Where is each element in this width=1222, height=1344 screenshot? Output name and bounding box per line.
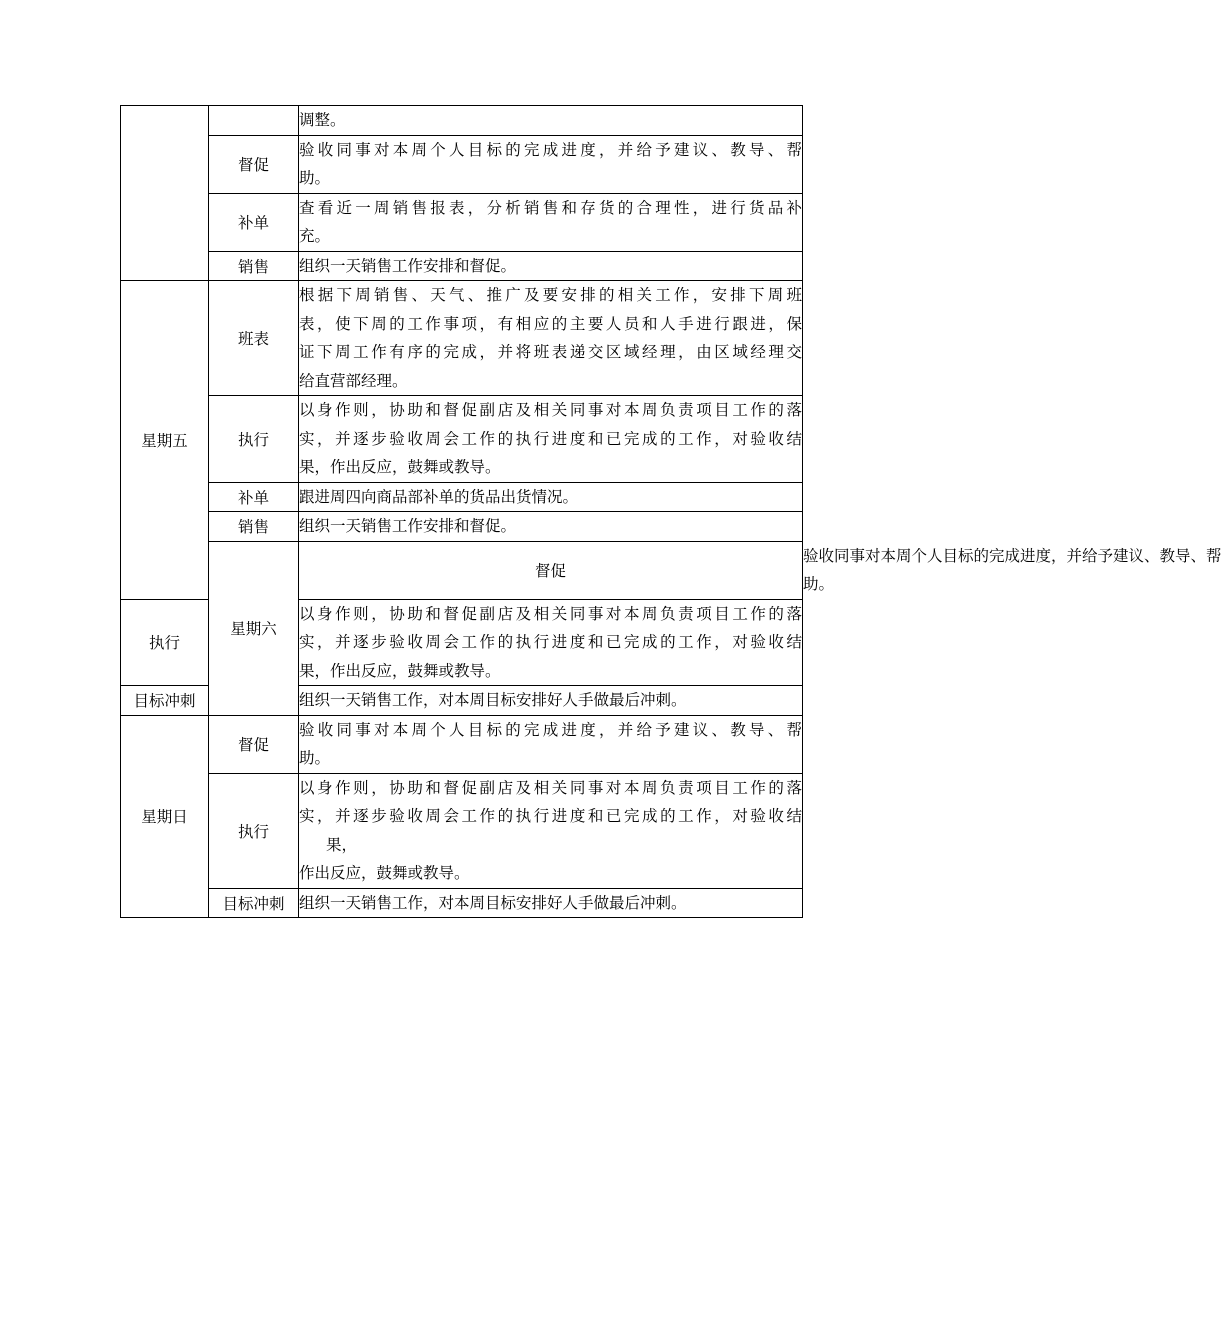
weekday-cell [121, 106, 209, 281]
table-row [121, 482, 803, 512]
weekday-cell: 星期六 [209, 541, 299, 715]
description-line: 组织一天销售工作，对本周目标安排好人手做最后冲刺。 [299, 893, 687, 912]
description-cell [299, 251, 803, 281]
table-row [121, 512, 803, 542]
description-line: 果，作出反应，鼓舞或教导。 [299, 458, 501, 476]
description-cell [299, 686, 803, 716]
description-line: 给直营部经理。 [299, 371, 408, 390]
table-row [121, 773, 803, 888]
description-line: 跟进周四向商品部补单的货品出货情况。 [299, 487, 579, 506]
table-row: 星期六 督促 验收同事对本周个人目标的完成进度，并给予建议、教导、帮 助。 [121, 541, 803, 599]
description-line: 果， [326, 835, 358, 854]
task-cell: 目标冲刺 [121, 686, 209, 716]
weekday-cell: 星期日 [121, 715, 209, 918]
task-cell [209, 106, 299, 136]
description-cell [299, 482, 803, 512]
description-line: 助。 [299, 749, 331, 767]
weekday-cell: 星期五 [121, 281, 209, 600]
description-cell [299, 135, 803, 193]
task-cell: 督促 [209, 715, 299, 773]
description-line: 果，作出反应，鼓舞或教导。 [299, 661, 501, 680]
task-cell: 补单 [209, 193, 299, 251]
table-row [121, 281, 803, 396]
description-line: 实，并逐步验收周会工作的执行进度和已完成的工作，对验收结 [299, 429, 802, 448]
schedule-table-body [121, 106, 1222, 918]
description-line: 证下周工作有序的完成，并将班表递交区域经理，由区域经理交 [299, 343, 802, 361]
task-cell: 督促 [299, 541, 803, 599]
description-line: 表，使下周的工作事项，有相应的主要人员和人手进行跟进，保 [299, 314, 802, 333]
task-cell: 督促 [209, 135, 299, 193]
task-cell: 执行 [209, 773, 299, 888]
table-row [121, 135, 803, 193]
task-cell: 销售 [209, 512, 299, 542]
table-row [121, 193, 803, 251]
description-cell [299, 512, 803, 542]
description-line: 根据下周销售、天气、推广及要安排的相关工作，安排下周班 [299, 286, 802, 304]
task-cell: 班表 [209, 281, 299, 396]
description-line: 作出反应，鼓舞或教导。 [299, 864, 470, 882]
description-line: 助。 [299, 169, 331, 187]
description-cell [299, 281, 803, 396]
table-row [121, 106, 803, 136]
description-cell [299, 106, 803, 136]
description-cell [299, 599, 803, 686]
description-cell [299, 396, 803, 483]
task-cell: 销售 [209, 251, 299, 281]
table-row [121, 715, 803, 773]
description-line: 查看近一周销售报表，分析销售和存货的合理性，进行货品补 [299, 198, 802, 217]
task-cell: 执行 [121, 599, 209, 686]
description-line: 以身作则，协助和督促副店及相关同事对本周负责项目工作的落 [299, 604, 802, 623]
description-line: 以身作则，协助和督促副店及相关同事对本周负责项目工作的落 [299, 778, 802, 797]
description-line: 组织一天销售工作，对本周目标安排好人手做最后冲刺。 [299, 691, 687, 709]
task-cell: 补单 [209, 482, 299, 512]
description-cell [299, 715, 803, 773]
description-line: 充。 [299, 227, 331, 245]
description-line: 组织一天销售工作安排和督促。 [299, 517, 517, 535]
description-cell [299, 888, 803, 918]
description-cell [299, 193, 803, 251]
task-cell: 目标冲刺 [209, 888, 299, 918]
description-line: 实，并逐步验收周会工作的执行进度和已完成的工作，对验收结 [299, 633, 802, 651]
description-line: 组织一天销售工作安排和督促。 [299, 256, 517, 275]
description-cell [299, 773, 803, 888]
description-line: 调整。 [299, 111, 346, 129]
table-row [121, 888, 803, 918]
task-cell: 执行 [209, 396, 299, 483]
table-row [121, 251, 803, 281]
description-line: 验收同事对本周个人目标的完成进度，并给予建议、教导、帮 [299, 720, 802, 739]
description-line: 验收同事对本周个人目标的完成进度，并给予建议、教导、帮 [299, 140, 802, 159]
description-line: 实，并逐步验收周会工作的执行进度和已完成的工作，对验收结 [299, 807, 802, 825]
table-row [121, 396, 803, 483]
description-line: 以身作则，协助和督促副店及相关同事对本周负责项目工作的落 [299, 401, 802, 419]
weekly-schedule-table [120, 105, 1222, 918]
